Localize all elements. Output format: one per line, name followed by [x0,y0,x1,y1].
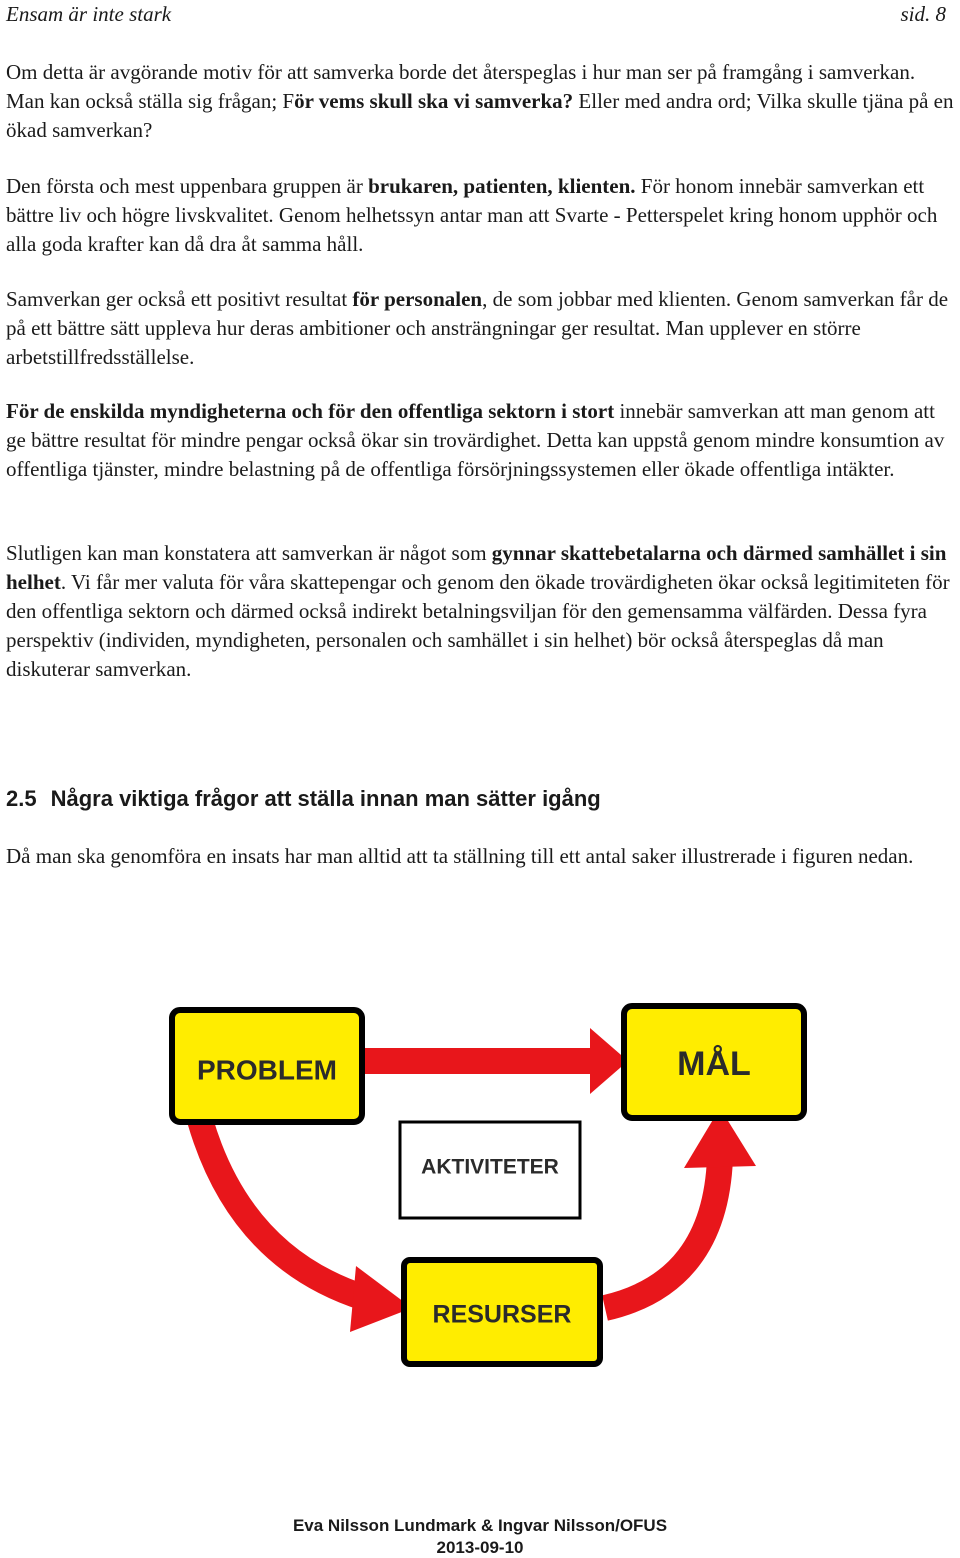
page-header [6,2,946,30]
p3-run-2: , de som jobbar med klienten. Genom samverkan får de på ett bättre sätt uppleva hur deras ambitioner och ansträngningar ger resultat. Man upplever en större arbetstillfredsställelse. [6,287,949,369]
p1-run-2: Eller med andra ord; Vilka skulle tjäna på en ökad samverkan? [6,89,954,142]
section-title: Några viktiga frågor att ställa innan man sätter igång [50,786,601,811]
box-mal-label: MÅL [677,1044,751,1083]
arrow-problem-to-resurser [200,1120,365,1298]
box-aktiviteter-label: AKTIVITETER [421,1155,559,1179]
p2-run-1: brukaren, patienten, klienten. [368,174,636,198]
footer-authors: Eva Nilsson Lundmark & Ingvar Nilsson/OFUS [292,1516,668,1535]
p4-run-1: innebär samverkan att man genom att ge bättre resultat för mindre pengar också ökar sin trovärdighet. Detta kan uppstå genom mindre konsumtion av offentliga tjänster, mindre belastning på de offentliga försörjningssystemen eller ökade offentliga intäkter. [6,399,945,481]
box-resurser-label: RESURSER [432,1300,572,1329]
section-number: 2.5 [6,786,37,811]
box-aktiviteter [400,1122,580,1218]
page-number: sid. 8 [900,2,946,26]
arrow-problem-to-mal [356,1048,596,1074]
paragraph-intro: Då man ska genomföra en insats har man alltid att ta ställning till ett antal saker illustrerade i figuren nedan. [6,844,914,868]
section-heading [6,786,601,812]
box-mal [624,1006,804,1118]
arrow-resurser-to-mal [605,1158,720,1308]
box-problem [172,1010,362,1122]
p5-run-1: gynnar skattebetalarna och därmed samhället i sin helhet [6,541,947,594]
document-title: Ensam är inte stark [6,2,172,26]
p3-run-1: för personalen [352,287,483,311]
p1-run-1: ör vems skull ska vi samverka? [294,89,574,113]
problem-goal-diagram [160,998,810,1378]
p3-run-0: Samverkan ger också ett positivt resultat [6,287,353,311]
p4-run-0: För de enskilda myndigheterna och för den offentliga sektorn i stort [6,399,615,423]
box-resurser [404,1260,600,1364]
box-problem-label: PROBLEM [197,1054,337,1086]
p5-run-0: Slutligen kan man konstatera att samverkan är något som [6,541,492,565]
p2-run-2: För honom innebär samverkan ett bättre liv och högre livskvalitet. Genom helhetssyn antar man att Svarte - Petterspelet kring honom upphör och alla goda krafter kan då dra åt samma håll. [6,174,938,256]
paragraph-society-perspective [6,539,956,684]
p2-run-0: Den första och mest uppenbara gruppen är [6,174,369,198]
footer-date: 2013-09-10 [436,1538,524,1557]
paragraph-client-perspective [6,172,956,259]
p1-run-0: Om detta är avgörande motiv för att samverka borde det återspeglas i hur man ser på framgång i samverkan. Man kan också ställa sig frågan; F [6,60,916,113]
p5-run-2: . Vi får mer valuta för våra skattepengar och genom den ökade trovärdigheten ökar också legitimiteten för den offentliga sektorn och därmed också indirekt betalningsviljan för den gemensamma välfärden. Dessa fyra perspektiv (individen, myndigheten, personalen och samhället i sin helhet) bör också återspeglas då man diskuterar samverkan. [6,570,950,681]
paragraph-authority-perspective [6,397,956,484]
paragraph-staff-perspective [6,285,956,372]
paragraph-success-question [6,58,956,145]
